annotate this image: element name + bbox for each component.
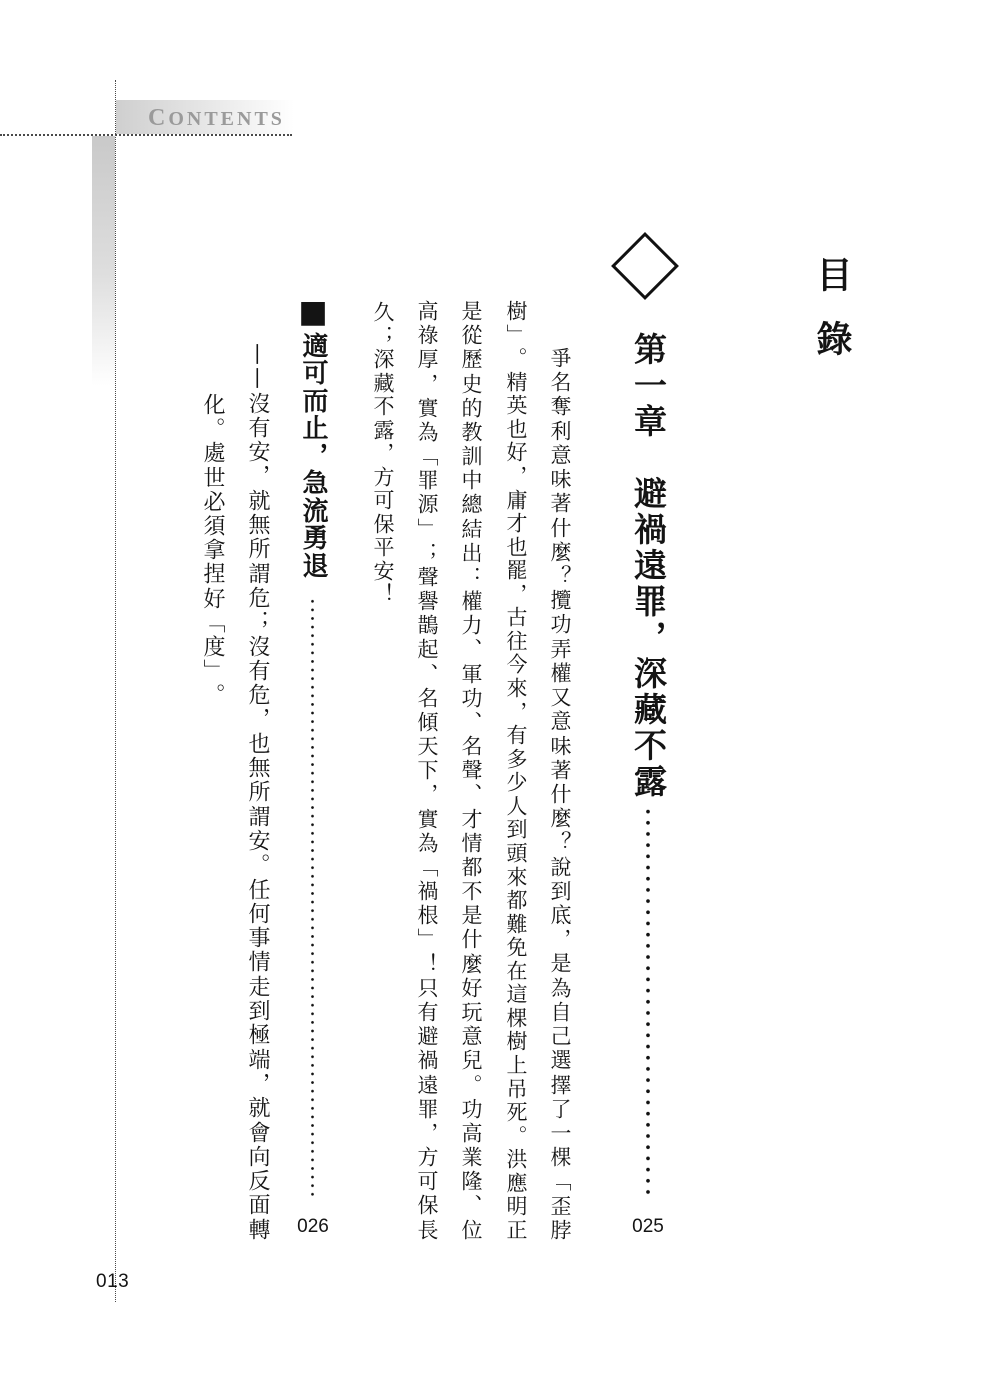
glyph: 、 <box>459 638 483 660</box>
glyph: 結 <box>459 517 483 539</box>
glyph: 軍 <box>459 662 483 684</box>
glyph: 好 <box>459 976 483 998</box>
glyph: 聲 <box>415 565 439 587</box>
glyph: 傾 <box>415 710 439 732</box>
glyph: 情 <box>245 950 270 973</box>
glyph: — <box>245 367 270 390</box>
glyph: 向 <box>245 1144 270 1167</box>
glyph: ； <box>371 324 395 346</box>
glyph: 、 <box>459 1194 483 1216</box>
glyph: 是 <box>459 300 483 321</box>
glyph: 天 <box>415 735 439 757</box>
glyph: 「 <box>200 610 225 633</box>
glyph: 就 <box>245 488 270 511</box>
glyph: 一 <box>548 1122 572 1143</box>
glyph: 避 <box>415 1025 439 1047</box>
glyph: 適 <box>298 331 328 358</box>
glyph: ： <box>459 565 483 587</box>
glyph: 庸 <box>504 488 528 510</box>
glyph: 難 <box>504 912 528 934</box>
glyph: 、 <box>415 662 439 684</box>
glyph <box>628 438 668 474</box>
glyph: 位 <box>459 1218 483 1240</box>
glyph: 只 <box>415 976 439 998</box>
glyph: 、 <box>459 783 483 805</box>
glyph: ， <box>629 619 668 653</box>
glyph: ！ <box>371 583 395 605</box>
glyph: 死 <box>504 1101 528 1123</box>
glyph: 不 <box>629 727 668 761</box>
glyph: ， <box>504 582 528 604</box>
glyph: 脖 <box>548 1218 572 1240</box>
glyph: 」 <box>200 659 225 682</box>
side-shade <box>92 136 115 386</box>
glyph: 人 <box>504 794 528 816</box>
subtitle-column <box>244 343 270 1240</box>
glyph: 任 <box>245 877 270 900</box>
glyph: 避 <box>629 475 668 509</box>
glyph: 目 <box>811 256 852 292</box>
glyph: 說 <box>548 855 572 877</box>
glyph: 吊 <box>504 1077 528 1099</box>
glyph: 露 <box>371 418 395 440</box>
glyph: 權 <box>459 590 483 612</box>
glyph: 來 <box>504 865 528 887</box>
glyph: 深 <box>371 348 395 370</box>
summary-column <box>414 300 440 1240</box>
glyph: 業 <box>459 1146 483 1168</box>
glyph: 根 <box>415 904 439 926</box>
glyph: 什 <box>548 516 572 538</box>
glyph: 」 <box>415 928 439 950</box>
summary-column <box>547 347 573 1240</box>
glyph: 什 <box>459 928 483 950</box>
glyph: 。 <box>200 683 225 706</box>
glyph: 長 <box>415 1218 439 1240</box>
glyph: ？ <box>548 831 572 853</box>
glyph: 是 <box>548 952 572 974</box>
glyph: 是 <box>459 904 483 926</box>
glyph: 安 <box>245 440 270 463</box>
glyph: 禍 <box>415 1049 439 1071</box>
glyph: 。 <box>200 417 225 440</box>
glyph: 味 <box>548 734 572 756</box>
glyph: 又 <box>548 686 572 708</box>
glyph: 就 <box>245 1096 270 1119</box>
glyph: 拿 <box>200 538 225 561</box>
glyph: 英 <box>504 394 528 416</box>
glyph: 樹 <box>504 300 528 321</box>
page-number: 013 <box>96 1271 130 1292</box>
glyph: 安 <box>245 828 270 851</box>
glyph: 兒 <box>459 1049 483 1071</box>
glyph: 到 <box>245 999 270 1022</box>
glyph: 為 <box>415 420 439 442</box>
glyph: 「 <box>548 1170 572 1192</box>
diamond-icon <box>611 232 679 300</box>
glyph: 明 <box>504 1195 528 1217</box>
chapter-heading <box>628 330 668 798</box>
glyph: 所 <box>245 780 270 803</box>
glyph: 麼 <box>548 807 572 829</box>
glyph: 正 <box>504 1218 528 1240</box>
glyph: 麼 <box>459 952 483 974</box>
glyph: 遠 <box>415 1073 439 1095</box>
glyph: 安 <box>371 559 395 581</box>
glyph: 。 <box>245 853 270 876</box>
glyph: ， <box>415 1121 439 1143</box>
glyph: 什 <box>548 782 572 804</box>
glyph: 何 <box>245 901 270 924</box>
glyph: 罪 <box>415 469 439 491</box>
glyph: 。 <box>504 1124 528 1146</box>
glyph: 方 <box>371 465 395 487</box>
glyph: 有 <box>504 724 528 746</box>
glyph: 平 <box>371 536 395 558</box>
margin-dotted-rule <box>115 80 116 1302</box>
glyph: 擇 <box>548 1073 572 1095</box>
glyph: 精 <box>504 370 528 392</box>
glyph: 「 <box>415 855 439 877</box>
glyph: 也 <box>504 417 528 439</box>
summary-column <box>458 300 484 1240</box>
glyph: 祿 <box>415 324 439 346</box>
glyph: 也 <box>504 535 528 557</box>
section-dot-leader <box>311 597 314 1197</box>
glyph: 實 <box>415 807 439 829</box>
section-page-number: 026 <box>297 1216 329 1237</box>
glyph: 選 <box>548 1049 572 1071</box>
glyph: 深 <box>629 655 668 689</box>
glyph: 度 <box>200 634 225 657</box>
glyph: ； <box>245 610 270 633</box>
glyph: 端 <box>245 1047 270 1070</box>
glyph: 好 <box>504 441 528 463</box>
glyph: 歪 <box>548 1194 572 1216</box>
glyph: 免 <box>504 936 528 958</box>
glyph: 聲 <box>459 759 483 781</box>
glyph: 第 <box>629 331 668 365</box>
glyph: 訓 <box>459 445 483 467</box>
chapter-page-number: 025 <box>632 1216 664 1237</box>
header-dotted-rule <box>0 134 292 136</box>
glyph: 沒 <box>245 634 270 657</box>
glyph: 棵 <box>548 1146 572 1168</box>
glyph: ， <box>371 442 395 464</box>
glyph: 也 <box>245 731 270 754</box>
glyph: 處 <box>200 441 225 464</box>
glyph: 意 <box>459 1025 483 1047</box>
glyph: 都 <box>459 855 483 877</box>
glyph: 謂 <box>245 561 270 584</box>
glyph: 謂 <box>245 804 270 827</box>
glyph: 世 <box>200 465 225 488</box>
glyph: 。 <box>504 347 528 369</box>
glyph: 上 <box>504 1054 528 1075</box>
section-heading <box>299 331 327 579</box>
glyph: 藏 <box>629 691 668 725</box>
glyph: 中 <box>459 469 483 491</box>
glyph: 教 <box>459 420 483 442</box>
glyph: 意 <box>548 710 572 732</box>
glyph: 了 <box>548 1097 572 1119</box>
glyph: 禍 <box>415 880 439 902</box>
glyph: 罪 <box>415 1097 439 1119</box>
glyph: 露 <box>629 763 668 797</box>
glyph: 急 <box>298 469 328 496</box>
glyph: 好 <box>200 586 225 609</box>
glyph: 古 <box>504 606 528 628</box>
glyph: 味 <box>548 468 572 490</box>
glyph: 史 <box>459 372 483 394</box>
glyph: 多 <box>504 747 528 769</box>
glyph: 罷 <box>504 559 528 581</box>
glyph: ， <box>298 441 328 468</box>
glyph: 自 <box>548 1000 572 1022</box>
glyph: ！ <box>415 952 439 974</box>
glyph: 錄 <box>811 320 852 356</box>
glyph: 在 <box>504 959 528 981</box>
glyph: 功 <box>459 1097 483 1119</box>
glyph: 、 <box>459 710 483 732</box>
glyph: 來 <box>504 677 528 698</box>
glyph: 都 <box>504 889 528 911</box>
glyph: 無 <box>245 513 270 536</box>
glyph: 鵲 <box>415 614 439 636</box>
glyph: 有 <box>415 1000 439 1022</box>
glyph: 危 <box>245 585 270 608</box>
glyph: 流 <box>298 496 328 523</box>
glyph: ， <box>245 464 270 487</box>
glyph: ， <box>245 1071 270 1094</box>
glyph: 功 <box>459 686 483 708</box>
glyph: 高 <box>415 300 439 321</box>
glyph: 無 <box>245 756 270 779</box>
glyph: 奪 <box>548 395 572 417</box>
glyph: ， <box>245 707 270 730</box>
glyph: ， <box>548 928 572 950</box>
glyph: 出 <box>459 541 483 563</box>
glyph: 到 <box>548 879 572 901</box>
glyph: ； <box>415 541 439 563</box>
glyph: 方 <box>415 1146 439 1168</box>
glyph: ？ <box>548 564 572 586</box>
glyph: 少 <box>504 771 528 793</box>
glyph: 名 <box>459 735 483 757</box>
glyph: 轉 <box>245 1217 270 1240</box>
glyph: 化 <box>200 393 225 416</box>
glyph: 為 <box>415 831 439 853</box>
glyph: 總 <box>459 493 483 515</box>
glyph: 勇 <box>298 524 328 551</box>
glyph: 而 <box>298 386 328 413</box>
glyph: 源 <box>415 493 439 515</box>
glyph: 譽 <box>415 590 439 612</box>
glyph: 麼 <box>548 540 572 562</box>
glyph: 頭 <box>504 841 528 863</box>
glyph: 名 <box>548 371 572 393</box>
glyph: 可 <box>415 1170 439 1192</box>
glyph: 力 <box>459 614 483 636</box>
glyph: ， <box>415 783 439 805</box>
summary-column <box>370 300 396 606</box>
glyph: ， <box>504 700 528 722</box>
summary-column <box>503 300 529 1240</box>
glyph: 意 <box>548 443 572 465</box>
glyph: 歷 <box>459 348 483 370</box>
glyph: 會 <box>245 1120 270 1143</box>
glyph: 從 <box>459 324 483 346</box>
glyph: 可 <box>298 359 328 386</box>
glyph: 退 <box>298 551 328 578</box>
glyph: 這 <box>504 983 528 1005</box>
glyph: 著 <box>548 492 572 514</box>
glyph: 保 <box>371 512 395 534</box>
toc-title <box>811 242 851 370</box>
glyph: 保 <box>415 1194 439 1216</box>
glyph: 攬 <box>548 589 572 611</box>
glyph: 功 <box>548 613 572 635</box>
glyph: ， <box>415 372 439 394</box>
glyph: 必 <box>200 489 225 512</box>
glyph: 為 <box>548 976 572 998</box>
glyph: 情 <box>459 831 483 853</box>
glyph: 隆 <box>459 1170 483 1192</box>
subtitle-column <box>199 392 225 706</box>
glyph: 不 <box>459 880 483 902</box>
glyph: 一 <box>629 367 668 401</box>
glyph: 面 <box>245 1193 270 1216</box>
glyph: 久 <box>371 301 395 323</box>
glyph: 實 <box>415 396 439 418</box>
glyph: 厚 <box>415 348 439 370</box>
glyph: 己 <box>548 1025 572 1047</box>
glyph: 」 <box>415 517 439 539</box>
glyph: 危 <box>245 683 270 706</box>
glyph: 章 <box>629 403 668 437</box>
glyph: 罪 <box>629 583 668 617</box>
glyph: 可 <box>371 489 395 511</box>
glyph: 名 <box>415 686 439 708</box>
glyph: 極 <box>245 1023 270 1046</box>
glyph: 有 <box>245 658 270 681</box>
glyph: 有 <box>245 415 270 438</box>
glyph: 」 <box>504 323 528 345</box>
glyph: 。 <box>459 1073 483 1095</box>
glyph: 禍 <box>629 511 668 545</box>
glyph: 「 <box>415 445 439 467</box>
glyph: 反 <box>245 1169 270 1192</box>
glyph: 藏 <box>371 371 395 393</box>
glyph: 應 <box>504 1171 528 1193</box>
glyph: 利 <box>548 419 572 441</box>
glyph: 下 <box>415 759 439 781</box>
glyph: 捏 <box>200 562 225 585</box>
glyph: 止 <box>298 414 328 441</box>
glyph: 沒 <box>245 391 270 414</box>
glyph: ， <box>504 464 528 486</box>
glyph: 才 <box>459 807 483 829</box>
glyph: 今 <box>504 653 528 675</box>
glyph: 往 <box>504 629 528 651</box>
glyph: 的 <box>459 396 483 418</box>
glyph: 樹 <box>504 1030 528 1052</box>
glyph: 著 <box>548 758 572 780</box>
glyph: 不 <box>371 395 395 417</box>
glyph: 才 <box>504 512 528 534</box>
glyph: 走 <box>245 974 270 997</box>
glyph: 弄 <box>548 637 572 659</box>
glyph: 事 <box>245 926 270 949</box>
glyph: 所 <box>245 537 270 560</box>
contents-label: CONTENTS <box>148 105 285 131</box>
glyph: 底 <box>548 904 572 926</box>
glyph: 遠 <box>629 547 668 581</box>
glyph: 棵 <box>504 1006 528 1028</box>
chapter-dot-leader <box>646 806 650 1198</box>
glyph: 爭 <box>548 347 572 368</box>
glyph: 玩 <box>459 1000 483 1022</box>
glyph: 到 <box>504 818 528 840</box>
glyph: 權 <box>548 661 572 683</box>
section-bullet: ■ <box>298 294 328 330</box>
glyph: 高 <box>459 1121 483 1143</box>
glyph: 洪 <box>504 1148 528 1170</box>
glyph: 起 <box>415 638 439 660</box>
glyph: — <box>245 343 270 365</box>
glyph: 須 <box>200 514 225 537</box>
